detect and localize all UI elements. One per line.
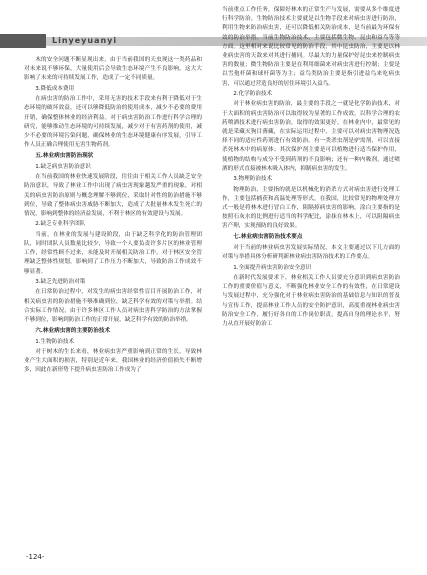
paragraph: 对于当前的林业病虫害发展实际情况，本文主要通过以下几方面的对策与举措具体分析研判新林业病虫害防治技术的工作要点。 bbox=[222, 245, 400, 261]
subheading: 3.降低成本费用 bbox=[35, 85, 75, 92]
header-section-tab bbox=[0, 34, 46, 48]
paragraph: 在日常防治过程中，对发生的病虫害经常性盲目开展防治工作，对相关病虫害的防治措施不够准确到位，缺乏科学有效的对策与举措。结合实际工作情况，由于许多林区工作人员对病虫害科学防治的方法掌握不够到位，影响到防治工作的正常开展，缺乏科学有效的防治举措。 bbox=[24, 289, 202, 323]
left-column bbox=[24, 56, 202, 536]
paragraph: 在新时代发展要求下，林业相关工作人员要充分意识到病虫害防治工作的重要价值与意义，不断强化林业安全工作的有效性，在日常建设与发展过程中，充分强化对于林业病虫害防治的基础信息与知识的普及与宣传工作，提高林业工作人员的安全防护意识，高度重视林业病虫害防治安全工作，履行好各自的工作岗位职责，提高自身的理论水平，努力从直开展好防治工 bbox=[222, 275, 400, 328]
subheading: 2.化学防治技术 bbox=[233, 91, 273, 98]
paragraph: 对于树木的生长来看，林业病虫害严重影响到正常的生长，导致林业产生大面积的损害，特别是近年来，我国林业的经济价值损失不断增多，因此在新形势下提升病虫害防治工作成为了 bbox=[24, 348, 202, 374]
paragraph: 物理防治，主要指的就是以机械化的消杀方式对病虫害进行处理工作，主要包括捕获和高温处理等形式，在我国，比较常见的物理处理方式一般是将林木进行冒白工作，阻隔掉病虫害的影响。涂白主要指的是按照石灰水的比例进行适当的科学配比，涂抹在林木上，可以阻隔病虫害产卵，实现预防的良好效果。 bbox=[222, 186, 400, 230]
section-heading: 五.林业病虫害防治现状 bbox=[35, 153, 94, 159]
right-column bbox=[222, 6, 400, 538]
section-heading: 六.林业病虫害的主要防治技术 bbox=[35, 327, 111, 334]
subheading: 1.缺乏病虫害防治意识 bbox=[35, 163, 91, 170]
paragraph: 在当前我国的林业快速发展阶段，往往由于相关工作人员缺乏安全防治意识，导致了林业工作中出现了病虫害现象越发严重的现象，对相关的病虫害防治原则与概念理解不够到位，采取针对性的防治措施不够到位，导致了整体病虫害威胁不断加大，造成了大批量林木发生死亡的情况，影响到整体的经济益发展，不利于林区的有效建设与发展。 bbox=[24, 174, 202, 217]
subheading: 1.生物防治技术 bbox=[35, 338, 75, 345]
section-heading: 七.林业病虫害防治技术要点 bbox=[233, 234, 303, 241]
paragraph: 木的安全问题不断显现出来，由于当前我国的天虫现这一类药品和对未来说不够环保，大量使用后会导致生态环境产生不良影响，这大大影响了未来的可持续发展工作，造成了一定不同质量。 bbox=[24, 57, 202, 82]
paragraph: 对于林业病虫害的防治，最主要的手段之一就是化学防治技术，对于大面积的病虫害防治可以取得较为显著的工作成效，以科学合理的农药喷洒技术进行病虫害防治，取得的效果更好。在林业内中，最常见的就是采藏灭狗目薄藏，在实际运用过程中，主要可以对病虫害物理况选择不同的适应性药剂进行有效防治。有一类杀虫剂是驴需剂，可以直接杀死林木中的病原体；其次保护剂主要是可以植物进行适当保护作用，使植物的结构与成分不受到药剂的不良影响；还有一种内吸剂，通过喷洒的形式直接被林木吸入体内，抑制病虫害的发生。 bbox=[222, 101, 400, 172]
subheading: 3.物理防治技术 bbox=[233, 176, 273, 183]
subheading: 1.全面提升病虫害防治安全意识 bbox=[233, 264, 312, 271]
paragraph: 当前，在林业的发展与建设阶段，由于缺乏科学化的防治管理团队，同时团队人员数量比较少，导致一个人要负责许多片区的林业管理工作，经常性顾不过来，未能及时开展相关防治工作，对于林区安全管理缺乏整体性规划，影响到了工作压力不断加大，导致防治工作成效不够显著。 bbox=[24, 231, 202, 275]
subheading: 3.缺乏先进防治对策 bbox=[35, 278, 86, 285]
subheading: 2.缺乏专业科学团队 bbox=[35, 221, 86, 228]
paragraph: 在病虫害的防治工作中，采用无害的技术手段来有利于降低对于生态环境的破坏效益，还可以够降低防治的使用成本，减少不必要的费用开销，确保整体林业的经济利益。对于病虫害防治工作进行科学合理的研究，能够推动生态环境的可持续发展，减少对于有害药剂的使用，减少不必要的环境污染问题，确保林业的生态环境健康有序发展，引导工作人员正确合理使用无害生物药剂。 bbox=[24, 96, 202, 149]
header-section-label: Linyeyuanyi bbox=[52, 36, 118, 45]
page-number: -124- bbox=[26, 553, 45, 561]
paragraph: 当前重点工作任务，保障好林木的正常生产与发展，需要从多个维度进行科学防治。生物防治技术主要就是以生物手段来对病虫害进行防治，利用生物来防治病虫害，还可以降低相关防治成本，是当前最为环保有效的防治举措。当前生物防治技术，主要包括微生物、昆虫和益鸟等等方面。这里相对来说比较常见的防治手段，其中昆虫防治，主要是以林业病虫害的天敌来对其进行捕同。尽最大的力量保护好昆虫来控制病虫害的数量；微生物防治主要是在利用细菌来对病虫害进行控制；主要是以雪孢杆菌和球杆菌等为主；益鸟类防治主要是指引进益鸟来吃病虫害，可以通过营造良好的居住环境引入益鸟。 bbox=[222, 7, 400, 87]
